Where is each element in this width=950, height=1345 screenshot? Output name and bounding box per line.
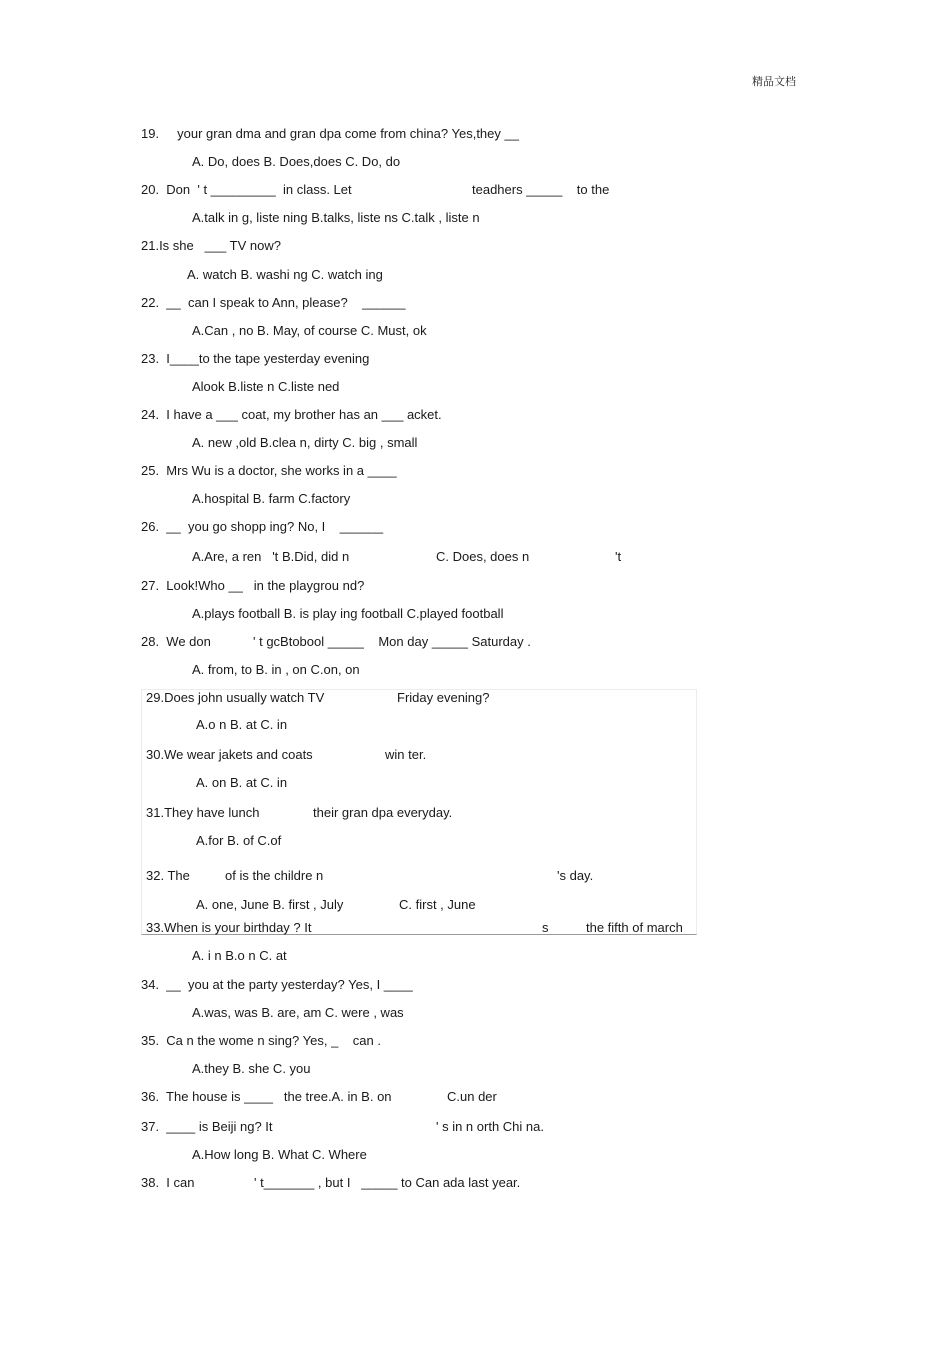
question-20-part1: 20. Don ' t _________ in class. Let xyxy=(141,182,352,197)
question-26-option-b: B.Did, did n xyxy=(282,549,350,564)
question-24-options: A. new ,old B.clea n, dirty C. big , small xyxy=(192,435,418,450)
question-35: 35. Ca n the wome n sing? Yes, _ can . xyxy=(141,1033,381,1048)
question-33-options: A. i n B.o n C. at xyxy=(192,948,287,963)
question-34: 34. __ you at the party yesterday? Yes, I ____ xyxy=(141,977,413,992)
question-35-options: A.they B. she C. you xyxy=(192,1061,311,1076)
question-33-part3: the fifth of march xyxy=(586,920,683,935)
question-31-options: A.for B. of C.of xyxy=(196,833,282,848)
question-26-option-a: A.Are, a ren 't xyxy=(192,549,279,564)
question-30-part1: 30.We wear jakets and coats xyxy=(146,747,313,762)
question-20-part2: teadhers _____ to the xyxy=(472,182,610,197)
question-36-part2: C.un der xyxy=(447,1089,497,1104)
question-32-option-c: C. first , June xyxy=(399,897,476,912)
question-32-part1: 32. The xyxy=(146,868,190,883)
question-21: 21.Is she ___ TV now? xyxy=(141,238,281,253)
question-28-part1: 28. We don xyxy=(141,634,211,649)
question-29-part1: 29.Does john usually watch TV xyxy=(146,690,325,705)
question-28-part2: ' t gcBtobool _____ Mon day _____ Saturday . xyxy=(253,634,531,649)
question-22: 22. __ can I speak to Ann, please? ______ xyxy=(141,295,406,310)
question-37-part2: ' s in n orth Chi na. xyxy=(436,1119,544,1134)
question-26-option-c-tail: 't xyxy=(615,549,622,564)
question-30-part2: win ter. xyxy=(385,747,427,762)
question-20-options: A.talk in g, liste ning B.talks, liste ns C.talk , liste n xyxy=(192,210,480,225)
question-23-options: Alook B.liste n C.liste ned xyxy=(192,379,340,394)
question-29-part2: Friday evening? xyxy=(397,690,490,705)
question-33-part1: 33.When is your birthday ? It xyxy=(146,920,312,935)
question-31-part2: their gran dpa everyday. xyxy=(313,805,453,820)
question-32-options-ab: A. one, June B. first , July xyxy=(196,897,344,912)
question-27: 27. Look!Who __ in the playgrou nd? xyxy=(141,578,365,593)
question-29-options: A.o n B. at C. in xyxy=(196,717,288,732)
question-19: 19. your gran dma and gran dpa come from china? Yes,they __ xyxy=(141,126,519,141)
question-24: 24. I have a ___ coat, my brother has an ___ acket. xyxy=(141,407,442,422)
question-26: 26. __ you go shopp ing? No, I ______ xyxy=(141,519,384,534)
question-26-option-c: C. Does, does n xyxy=(436,549,530,564)
question-38-part2: ' t_______ , but I _____ to Can ada last year. xyxy=(254,1175,521,1190)
question-22-options: A.Can , no B. May, of course C. Must, ok xyxy=(192,323,427,338)
question-34-options: A.was, was B. are, am C. were , was xyxy=(192,1005,404,1020)
question-28-options: A. from, to B. in , on C.on, on xyxy=(192,662,360,677)
question-27-options: A.plays football B. is play ing football C.played football xyxy=(192,606,504,621)
question-19-options: A. Do, does B. Does,does C. Do, do xyxy=(192,154,401,169)
question-37-options: A.How long B. What C. Where xyxy=(192,1147,367,1162)
question-25-options: A.hospital B. farm C.factory xyxy=(192,491,351,506)
page-header: 精品文档 xyxy=(752,76,796,88)
question-38-part1: 38. I can xyxy=(141,1175,195,1190)
question-23: 23. I____to the tape yesterday evening xyxy=(141,351,370,366)
question-32-part3: 's day. xyxy=(557,868,594,883)
question-25: 25. Mrs Wu is a doctor, she works in a ____ xyxy=(141,463,397,478)
question-30-options: A. on B. at C. in xyxy=(196,775,288,790)
question-33-part2: s xyxy=(542,920,549,935)
question-32-part2: of is the childre n xyxy=(225,868,324,883)
question-37-part1: 37. ____ is Beiji ng? It xyxy=(141,1119,273,1134)
question-21-options: A. watch B. washi ng C. watch ing xyxy=(187,267,383,282)
question-36-part1: 36. The house is ____ the tree.A. in B. on xyxy=(141,1089,392,1104)
question-31-part1: 31.They have lunch xyxy=(146,805,260,820)
